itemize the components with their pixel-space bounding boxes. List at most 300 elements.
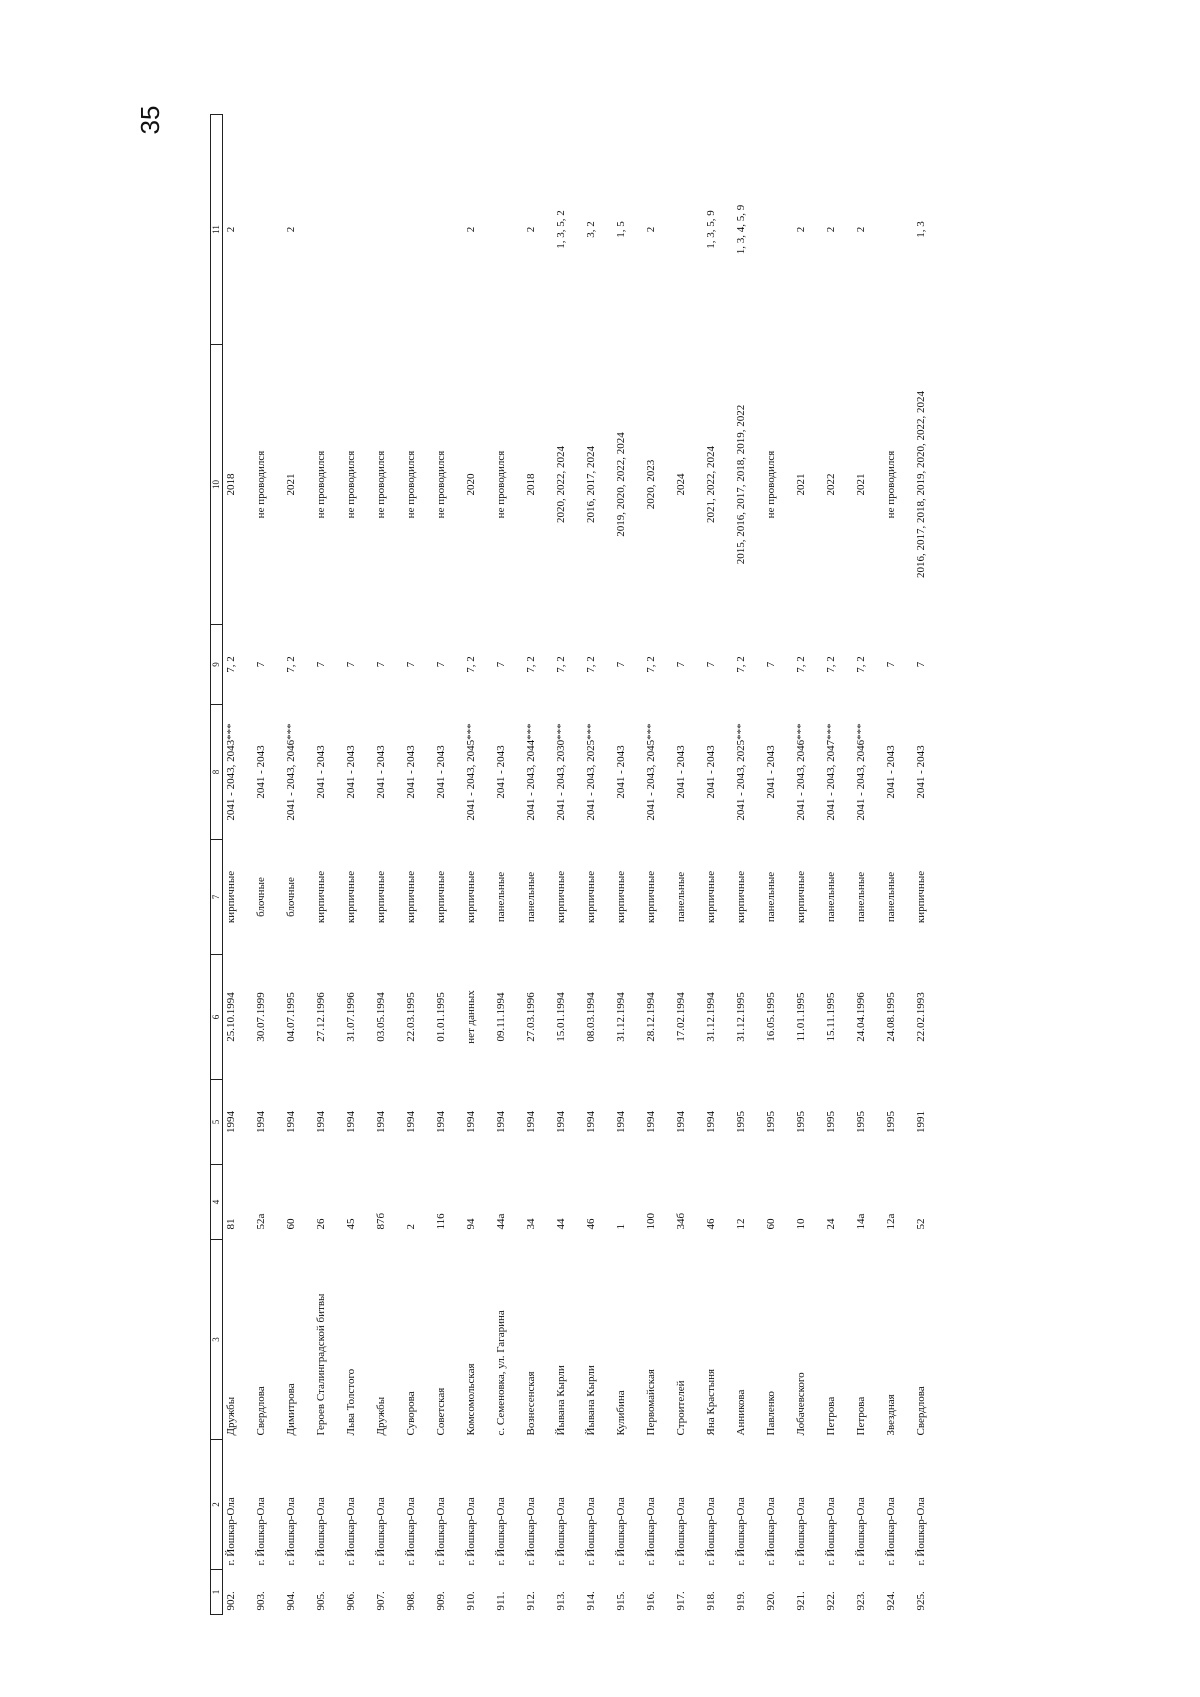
cell-col-10: 2021, 2022, 2024 xyxy=(705,446,717,523)
cell-col-5: 1994 xyxy=(675,1111,687,1133)
cell-col-5: 1994 xyxy=(315,1111,327,1133)
cell-col-5: 1995 xyxy=(885,1111,897,1133)
cell-col-1: 921. xyxy=(795,1591,807,1611)
cell-col-8: 2041 - 2043, 2025*** xyxy=(585,723,597,821)
cell-col-1: 915. xyxy=(615,1591,627,1611)
cell-col-9: 7, 2 xyxy=(555,656,567,673)
cell-col-2: г. Йошкар-Ола xyxy=(885,1497,897,1566)
cell-col-7: кирпичные xyxy=(615,870,627,924)
cell-col-6: 01.01.1995 xyxy=(435,992,447,1042)
cell-col-6: 03.05.1994 xyxy=(375,992,387,1042)
cell-col-5: 1994 xyxy=(465,1111,477,1133)
cell-col-6: 31.12.1994 xyxy=(705,992,717,1042)
cell-col-10: 2018 xyxy=(225,473,237,496)
cell-col-6: 31.12.1994 xyxy=(615,992,627,1042)
cell-col-6: нет данных xyxy=(465,990,477,1044)
cell-col-6: 04.07.1995 xyxy=(285,992,297,1042)
cell-col-3: Свердлова xyxy=(255,1386,267,1436)
cell-col-5: 1994 xyxy=(345,1111,357,1133)
cell-col-11 xyxy=(373,115,403,345)
column-header-8: 8 xyxy=(211,705,223,840)
cell-col-4: 34 xyxy=(525,1218,537,1230)
cell-col-10: 2020, 2022, 2024 xyxy=(555,446,567,523)
cell-col-10: не проводился xyxy=(255,450,267,519)
cell-col-11: 1, 5 xyxy=(615,221,627,238)
cell-col-3: Дружбы xyxy=(225,1396,237,1436)
cell-col-2: г. Йошкар-Ола xyxy=(375,1497,387,1566)
cell-col-8: 2041 - 2043, 2030*** xyxy=(555,723,567,821)
cell-col-6: 27.12.1996 xyxy=(315,992,327,1042)
cell-col-9: 7, 2 xyxy=(465,656,477,673)
cell-col-11: 1, 3 xyxy=(915,221,927,238)
cell-col-7: панельные xyxy=(765,871,777,923)
cell-col-6: 22.02.1993 xyxy=(915,992,927,1042)
cell-col-8: 2041 - 2043, 2046*** xyxy=(795,723,807,821)
cell-col-7: панельные xyxy=(855,871,867,923)
cell-col-10: 2016, 2017, 2024 xyxy=(585,446,597,523)
cell-col-2: г. Йошкар-Ола xyxy=(315,1497,327,1566)
cell-col-2: г. Йошкар-Ола xyxy=(465,1497,477,1566)
cell-col-5: 1995 xyxy=(825,1111,837,1133)
column-header-10: 10 xyxy=(211,345,223,625)
table-body xyxy=(223,115,944,1615)
cell-col-6: 31.07.1996 xyxy=(345,992,357,1042)
cell-col-5: 1994 xyxy=(405,1111,417,1133)
cell-col-3: Строителей xyxy=(675,1380,687,1436)
cell-col-6: 27.03.1996 xyxy=(525,992,537,1042)
cell-col-6: 24.04.1996 xyxy=(855,992,867,1042)
cell-col-2: г. Йошкар-Ола xyxy=(255,1497,267,1566)
cell-col-11 xyxy=(313,115,343,345)
cell-col-5: 1994 xyxy=(495,1111,507,1133)
cell-col-8: 2041 - 2043 xyxy=(705,745,717,799)
cell-col-1: 912. xyxy=(525,1591,537,1611)
cell-col-11: 2 xyxy=(795,226,807,233)
cell-col-6: 22.03.1995 xyxy=(405,992,417,1042)
cell-col-7: кирпичные xyxy=(375,870,387,924)
cell-col-1: 906. xyxy=(345,1591,357,1611)
cell-col-5: 1994 xyxy=(375,1111,387,1133)
cell-col-2: г. Йошкар-Ола xyxy=(825,1497,837,1566)
cell-col-9: 7 xyxy=(705,661,717,668)
cell-col-4: 87б xyxy=(375,1212,387,1230)
cell-col-1: 905. xyxy=(315,1591,327,1611)
cell-col-4: 116 xyxy=(435,1213,447,1230)
table-row xyxy=(643,115,673,1615)
cell-col-5: 1994 xyxy=(435,1111,447,1133)
cell-col-11 xyxy=(883,115,913,345)
cell-col-1: 910. xyxy=(465,1591,477,1611)
cell-col-8: 2041 - 2043, 2046*** xyxy=(285,723,297,821)
cell-col-2: г. Йошкар-Ола xyxy=(645,1497,657,1566)
cell-col-7: кирпичные xyxy=(735,870,747,924)
cell-col-7: блочные xyxy=(255,877,267,917)
cell-col-1: 908. xyxy=(405,1591,417,1611)
cell-col-6: 25.10.1994 xyxy=(225,992,237,1042)
cell-col-7: кирпичные xyxy=(435,870,447,924)
column-header-5: 5 xyxy=(211,1080,223,1165)
cell-col-8: 2041 - 2043 xyxy=(765,745,777,799)
cell-col-10: 2021 xyxy=(855,473,867,496)
cell-col-4: 26 xyxy=(315,1218,327,1230)
cell-col-10: 2018 xyxy=(525,473,537,496)
cell-col-2: г. Йошкар-Ола xyxy=(795,1497,807,1566)
cell-col-2: г. Йошкар-Ола xyxy=(225,1497,237,1566)
table-row xyxy=(853,115,883,1615)
cell-col-5: 1994 xyxy=(615,1111,627,1133)
cell-col-1: 909. xyxy=(435,1591,447,1611)
cell-col-3: Петрова xyxy=(855,1396,867,1436)
cell-col-2: г. Йошкар-Ола xyxy=(915,1497,927,1566)
cell-col-10: 2021 xyxy=(795,473,807,496)
cell-col-3: Героев Сталинградской битвы xyxy=(315,1293,327,1436)
cell-col-2: г. Йошкар-Ола xyxy=(495,1497,507,1566)
cell-col-6: 08.03.1994 xyxy=(585,992,597,1042)
column-header-7: 7 xyxy=(211,840,223,955)
cell-col-4: 60 xyxy=(285,1218,297,1230)
cell-col-7: кирпичные xyxy=(795,870,807,924)
cell-col-2: г. Йошкар-Ола xyxy=(585,1497,597,1566)
cell-col-5: 1994 xyxy=(555,1111,567,1133)
cell-col-4: 10 xyxy=(795,1218,807,1230)
cell-col-9: 7, 2 xyxy=(585,656,597,673)
cell-col-9: 7 xyxy=(495,661,507,668)
cell-col-1: 904. xyxy=(285,1591,297,1611)
table-row xyxy=(343,115,373,1615)
cell-col-5: 1994 xyxy=(525,1111,537,1133)
cell-col-10: 2022 xyxy=(825,473,837,496)
cell-col-6: 24.08.1995 xyxy=(885,992,897,1042)
cell-col-7: кирпичные xyxy=(225,870,237,924)
cell-col-2: г. Йошкар-Ола xyxy=(705,1497,717,1566)
cell-col-3: Йывана Кырли xyxy=(555,1365,567,1436)
cell-col-11: 1, 3, 5, 9 xyxy=(705,210,717,249)
cell-col-6: 30.07.1999 xyxy=(255,992,267,1042)
cell-col-9: 7 xyxy=(255,661,267,668)
cell-col-4: 100 xyxy=(645,1213,657,1230)
cell-col-8: 2041 - 2043, 2046*** xyxy=(855,723,867,821)
cell-col-2: г. Йошкар-Ола xyxy=(735,1497,747,1566)
cell-col-1: 911. xyxy=(495,1591,507,1611)
cell-col-8: 2041 - 2043 xyxy=(915,745,927,799)
cell-col-6: 11.01.1995 xyxy=(795,992,807,1042)
cell-col-9: 7, 2 xyxy=(735,656,747,673)
cell-col-11 xyxy=(673,115,703,345)
cell-col-8: 2041 - 2043 xyxy=(885,745,897,799)
table-row xyxy=(373,115,403,1615)
cell-col-8: 2041 - 2043 xyxy=(615,745,627,799)
cell-col-11 xyxy=(403,115,433,345)
cell-col-4: 45 xyxy=(345,1218,357,1230)
cell-col-2: г. Йошкар-Ола xyxy=(675,1497,687,1566)
table-row xyxy=(823,115,853,1615)
cell-col-9: 7, 2 xyxy=(285,656,297,673)
cell-col-4: 14а xyxy=(855,1213,867,1230)
cell-col-1: 916. xyxy=(645,1591,657,1611)
cell-col-3: Вознесенская xyxy=(525,1371,537,1436)
cell-col-5: 1995 xyxy=(855,1111,867,1133)
column-header-6: 6 xyxy=(211,955,223,1080)
cell-col-3: Советская xyxy=(435,1387,447,1436)
cell-col-2: г. Йошкар-Ола xyxy=(765,1497,777,1566)
cell-col-9: 7 xyxy=(375,661,387,668)
cell-col-9: 7, 2 xyxy=(825,656,837,673)
cell-col-8: 2041 - 2043 xyxy=(435,745,447,799)
cell-col-4: 46 xyxy=(585,1218,597,1230)
cell-col-8: 2041 - 2043 xyxy=(315,745,327,799)
cell-col-1: 917. xyxy=(675,1591,687,1611)
cell-col-6: 15.11.1995 xyxy=(825,992,837,1042)
cell-col-11: 3, 2 xyxy=(585,221,597,238)
table-row xyxy=(223,115,254,1615)
cell-col-11: 2 xyxy=(525,226,537,233)
cell-col-10: не проводился xyxy=(405,450,417,519)
cell-col-11 xyxy=(343,115,373,345)
cell-col-8: 2041 - 2043, 2043*** xyxy=(225,723,237,821)
cell-col-4: 94 xyxy=(465,1218,477,1230)
cell-col-9: 7 xyxy=(675,661,687,668)
cell-col-3: Димитрова xyxy=(285,1383,297,1436)
cell-col-9: 7, 2 xyxy=(525,656,537,673)
cell-col-2: г. Йошкар-Ола xyxy=(855,1497,867,1566)
cell-col-7: кирпичные xyxy=(405,870,417,924)
cell-col-7: панельные xyxy=(525,871,537,923)
cell-col-9: 7 xyxy=(765,661,777,668)
cell-col-3: Йывана Кырли xyxy=(585,1365,597,1436)
cell-col-9: 7, 2 xyxy=(855,656,867,673)
table-row xyxy=(283,115,313,1615)
cell-col-8: 2041 - 2043, 2047*** xyxy=(825,723,837,821)
cell-col-10: 2020, 2023 xyxy=(645,459,657,510)
cell-col-7: панельные xyxy=(885,871,897,923)
cell-col-11: 2 xyxy=(225,226,237,233)
cell-col-2: г. Йошкар-Ола xyxy=(345,1497,357,1566)
cell-col-1: 919. xyxy=(735,1591,747,1611)
cell-col-4: 60 xyxy=(765,1218,777,1230)
cell-col-7: кирпичные xyxy=(315,870,327,924)
cell-col-4: 12а xyxy=(885,1213,897,1230)
cell-col-1: 925. xyxy=(915,1591,927,1611)
cell-col-11 xyxy=(763,115,793,345)
cell-col-11: 2 xyxy=(645,226,657,233)
cell-col-7: кирпичные xyxy=(645,870,657,924)
table-row xyxy=(793,115,823,1615)
cell-col-7: блочные xyxy=(285,877,297,917)
cell-col-3: Дружбы xyxy=(375,1396,387,1436)
cell-col-10: не проводился xyxy=(885,450,897,519)
cell-col-4: 2 xyxy=(405,1224,417,1230)
cell-col-5: 1994 xyxy=(705,1111,717,1133)
cell-col-3: Первомайская xyxy=(645,1369,657,1436)
cell-col-10: не проводился xyxy=(435,450,447,519)
cell-col-9: 7, 2 xyxy=(645,656,657,673)
cell-col-10: не проводился xyxy=(495,450,507,519)
table-row xyxy=(763,115,793,1615)
table-row xyxy=(583,115,613,1615)
cell-col-3: Суворова xyxy=(405,1391,417,1436)
cell-col-1: 923. xyxy=(855,1591,867,1611)
cell-col-7: кирпичные xyxy=(585,870,597,924)
cell-col-3: Петрова xyxy=(825,1396,837,1436)
column-header-4: 4 xyxy=(211,1165,223,1240)
cell-col-9: 7 xyxy=(915,661,927,668)
cell-col-8: 2041 - 2043, 2045*** xyxy=(465,723,477,821)
header-row xyxy=(211,115,223,1615)
cell-col-9: 7 xyxy=(405,661,417,668)
cell-col-1: 907. xyxy=(375,1591,387,1611)
table-row xyxy=(553,115,583,1615)
cell-col-3: Свердлова xyxy=(915,1386,927,1436)
table-row xyxy=(883,115,913,1615)
cell-col-4: 44а xyxy=(495,1213,507,1230)
cell-col-1: 922. xyxy=(825,1591,837,1611)
cell-col-3: Звездная xyxy=(885,1394,897,1436)
cell-col-10: не проводился xyxy=(375,450,387,519)
cell-col-11: 2 xyxy=(465,226,477,233)
cell-col-1: 914. xyxy=(585,1591,597,1611)
cell-col-7: кирпичные xyxy=(915,870,927,924)
cell-col-3: Павленко xyxy=(765,1391,777,1436)
rotated-table-container xyxy=(210,115,990,1615)
cell-col-2: г. Йошкар-Ола xyxy=(285,1497,297,1566)
table-row xyxy=(463,115,493,1615)
column-header-9: 9 xyxy=(211,625,223,705)
cell-col-2: г. Йошкар-Ола xyxy=(525,1497,537,1566)
cell-col-7: кирпичные xyxy=(465,870,477,924)
cell-col-10: не проводился xyxy=(765,450,777,519)
cell-col-3: Лобачевского xyxy=(795,1372,807,1436)
cell-col-4: 52а xyxy=(255,1213,267,1230)
cell-col-8: 2041 - 2043 xyxy=(495,745,507,799)
cell-col-4: 34б xyxy=(675,1212,687,1230)
cell-col-6: 31.12.1995 xyxy=(735,992,747,1042)
cell-col-4: 24 xyxy=(825,1218,837,1230)
cell-col-3: Комсомольская xyxy=(465,1363,477,1436)
cell-col-3: Льва Толстого xyxy=(345,1368,357,1436)
table-row xyxy=(313,115,343,1615)
cell-col-11: 1, 3, 5, 2 xyxy=(555,210,567,249)
cell-col-3: Анникова xyxy=(735,1389,747,1436)
column-header-11: 11 xyxy=(211,115,223,345)
cell-col-11 xyxy=(493,115,523,345)
cell-col-4: 52 xyxy=(915,1218,927,1230)
cell-col-4: 46 xyxy=(705,1218,717,1230)
cell-col-10: 2015, 2016, 2017, 2018, 2019, 2022 xyxy=(735,404,747,565)
cell-col-6: 28.12.1994 xyxy=(645,992,657,1042)
cell-col-4: 44 xyxy=(555,1218,567,1230)
table-row xyxy=(613,115,643,1615)
cell-col-9: 7 xyxy=(885,661,897,668)
cell-col-6: 15.01.1994 xyxy=(555,992,567,1042)
cell-col-1: 918. xyxy=(705,1591,717,1611)
cell-col-8: 2041 - 2043 xyxy=(675,745,687,799)
cell-col-2: г. Йошкар-Ола xyxy=(405,1497,417,1566)
cell-col-9: 7, 2 xyxy=(225,656,237,673)
housing-register-table xyxy=(210,114,943,1615)
cell-col-8: 2041 - 2043 xyxy=(255,745,267,799)
cell-col-1: 924. xyxy=(885,1591,897,1611)
cell-col-11: 2 xyxy=(855,226,867,233)
cell-col-8: 2041 - 2043, 2045*** xyxy=(645,723,657,821)
cell-col-7: панельные xyxy=(825,871,837,923)
table-row xyxy=(433,115,463,1615)
column-number-header xyxy=(211,115,223,1615)
cell-col-2: г. Йошкар-Ола xyxy=(435,1497,447,1566)
table-row xyxy=(673,115,703,1615)
cell-col-5: 1994 xyxy=(225,1111,237,1133)
cell-col-5: 1994 xyxy=(645,1111,657,1133)
cell-col-11: 2 xyxy=(825,226,837,233)
cell-col-8: 2041 - 2043 xyxy=(345,745,357,799)
cell-col-3: с. Семеновка, ул. Гагарина xyxy=(495,1310,507,1436)
cell-col-7: кирпичные xyxy=(345,870,357,924)
cell-col-5: 1991 xyxy=(915,1111,927,1133)
cell-col-6: 17.02.1994 xyxy=(675,992,687,1042)
cell-col-11 xyxy=(253,115,283,345)
page-number: 35 xyxy=(134,105,165,135)
column-header-3: 3 xyxy=(211,1240,223,1440)
table-row xyxy=(253,115,283,1615)
cell-col-3: Кулибина xyxy=(615,1390,627,1436)
cell-col-11: 1, 3, 4, 5, 9 xyxy=(735,204,747,255)
cell-col-9: 7 xyxy=(345,661,357,668)
cell-col-7: панельные xyxy=(495,871,507,923)
cell-col-5: 1995 xyxy=(765,1111,777,1133)
cell-col-1: 913. xyxy=(555,1591,567,1611)
cell-col-7: кирпичные xyxy=(705,870,717,924)
cell-col-10: не проводился xyxy=(315,450,327,519)
cell-col-9: 7 xyxy=(615,661,627,668)
table-row xyxy=(493,115,523,1615)
cell-col-8: 2041 - 2043 xyxy=(405,745,417,799)
cell-col-9: 7, 2 xyxy=(795,656,807,673)
cell-col-10: 2024 xyxy=(675,473,687,496)
cell-col-8: 2041 - 2043 xyxy=(375,745,387,799)
table-row xyxy=(523,115,553,1615)
cell-col-4: 81 xyxy=(225,1218,237,1230)
table-row xyxy=(733,115,763,1615)
cell-col-10: не проводился xyxy=(345,450,357,519)
cell-col-1: 902. xyxy=(225,1591,237,1611)
cell-col-7: панельные xyxy=(675,871,687,923)
cell-col-7: кирпичные xyxy=(555,870,567,924)
cell-col-5: 1994 xyxy=(255,1111,267,1133)
cell-col-6: 16.05.1995 xyxy=(765,992,777,1042)
cell-col-9: 7 xyxy=(435,661,447,668)
cell-col-5: 1994 xyxy=(285,1111,297,1133)
cell-col-4: 12 xyxy=(735,1218,747,1230)
cell-col-1: 920. xyxy=(765,1591,777,1611)
cell-col-10: 2016, 2017, 2018, 2019, 2020, 2022, 2024 xyxy=(915,391,927,578)
cell-col-8: 2041 - 2043, 2025*** xyxy=(735,723,747,821)
cell-col-5: 1995 xyxy=(795,1111,807,1133)
cell-col-2: г. Йошкар-Ола xyxy=(555,1497,567,1566)
cell-col-10: 2019, 2020, 2022, 2024 xyxy=(615,432,627,537)
column-header-2: 2 xyxy=(211,1440,223,1570)
cell-col-10: 2021 xyxy=(285,473,297,496)
table-row xyxy=(403,115,433,1615)
cell-col-2: г. Йошкар-Ола xyxy=(615,1497,627,1566)
column-header-1: 1 xyxy=(211,1570,223,1615)
cell-col-10: 2020 xyxy=(465,473,477,496)
table-row xyxy=(703,115,733,1615)
cell-col-5: 1995 xyxy=(735,1111,747,1133)
cell-col-9: 7 xyxy=(315,661,327,668)
cell-col-4: 1 xyxy=(615,1224,627,1230)
cell-col-1: 903. xyxy=(255,1591,267,1611)
cell-col-8: 2041 - 2043, 2044*** xyxy=(525,723,537,821)
cell-col-3: Яна Крастыня xyxy=(705,1368,717,1436)
